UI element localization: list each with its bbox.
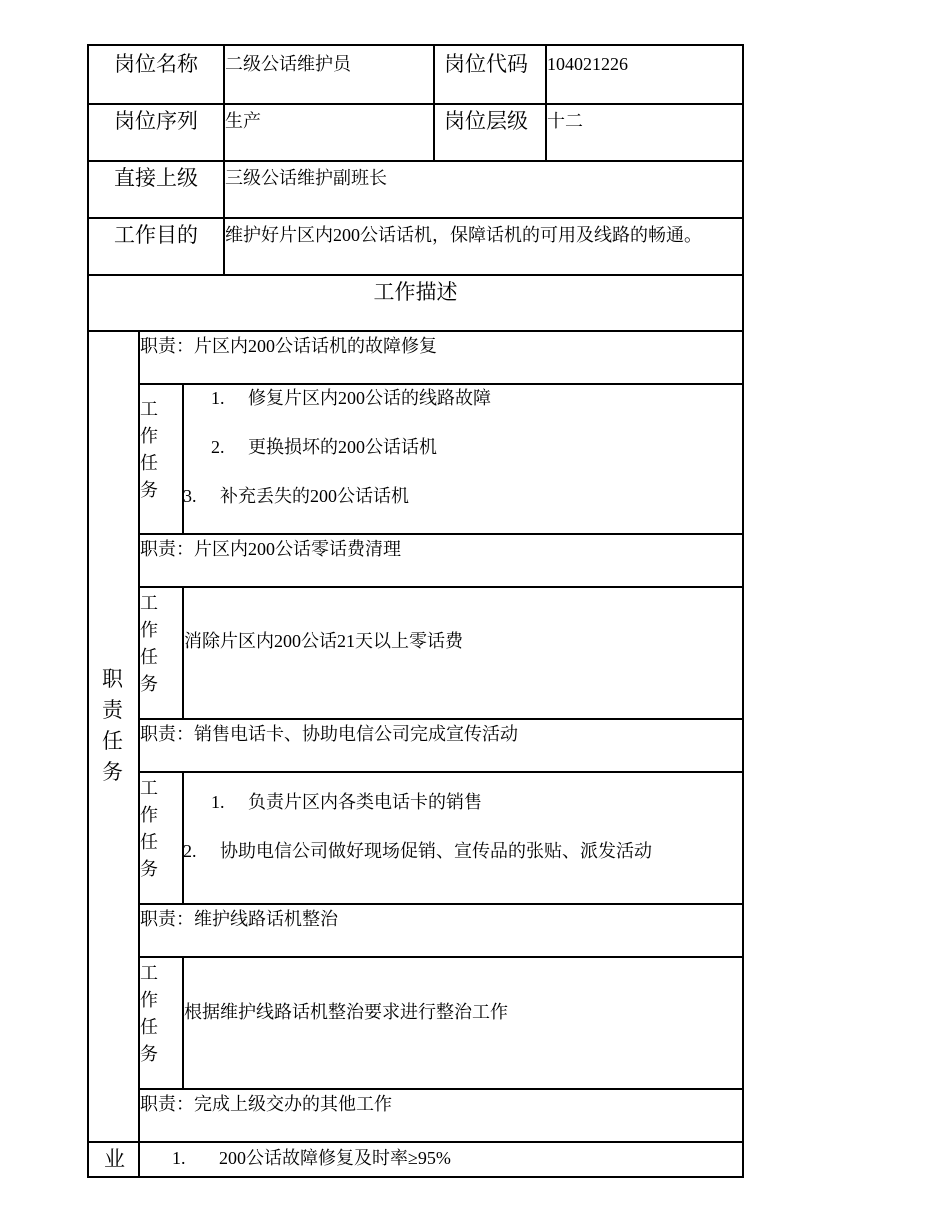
task-label: 工作任务 [140,963,158,1064]
sequence-label: 岗位序列 [114,109,198,133]
post-code-label: 岗位代码 [444,52,528,76]
duty-title: 职责：片区内200公话零话费清理 [140,539,401,559]
superior-label: 直接上级 [114,166,198,190]
performance-number: 1. [172,1148,186,1168]
task-number: 1. [211,388,225,408]
task-item: 协助电信公司做好现场促销、宣传品的张贴、派发活动 [220,841,652,861]
purpose-label: 工作目的 [114,223,198,247]
post-name-label: 岗位名称 [114,52,198,76]
duty-title: 职责：片区内200公话话机的故障修复 [140,336,437,356]
task-number: 1. [211,792,225,812]
duties-side-label: 职责任务 [102,667,123,784]
level-value: 十二 [547,111,583,131]
task-item: 修复片区内200公话的线路故障 [248,388,491,408]
task-item: 消除片区内200公话21天以上零话费 [184,631,463,651]
task-number: 3. [183,486,197,506]
purpose-value: 维护好片区内200公话话机，保障话机的可用及线路的畅通。 [225,225,702,245]
superior-value: 三级公话维护副班长 [225,168,387,188]
task-item: 根据维护线路话机整治要求进行整治工作 [184,1002,508,1022]
performance-item: 200公话故障修复及时率≥95% [219,1148,451,1168]
task-item: 更换损坏的200公话话机 [248,437,437,457]
description-title: 工作描述 [373,280,458,304]
task-item: 补充丢失的200公话话机 [220,486,409,506]
post-name-value: 二级公话维护员 [225,54,351,74]
task-item: 负责片区内各类电话卡的销售 [248,792,482,812]
duty-title: 职责：维护线路话机整治 [140,909,338,929]
task-label: 工作任务 [140,778,158,879]
task-number: 2. [183,841,197,861]
task-number: 2. [211,437,225,457]
level-label: 岗位层级 [444,109,528,133]
duty-title: 职责：销售电话卡、协助电信公司完成宣传活动 [140,724,518,744]
task-label: 工作任务 [140,399,158,500]
post-code-value: 104021226 [547,54,628,74]
duty-title: 职责：完成上级交办的其他工作 [140,1094,392,1114]
sequence-value: 生产 [225,111,261,131]
task-label: 工作任务 [140,593,158,694]
performance-side-label: 业 [104,1147,125,1171]
